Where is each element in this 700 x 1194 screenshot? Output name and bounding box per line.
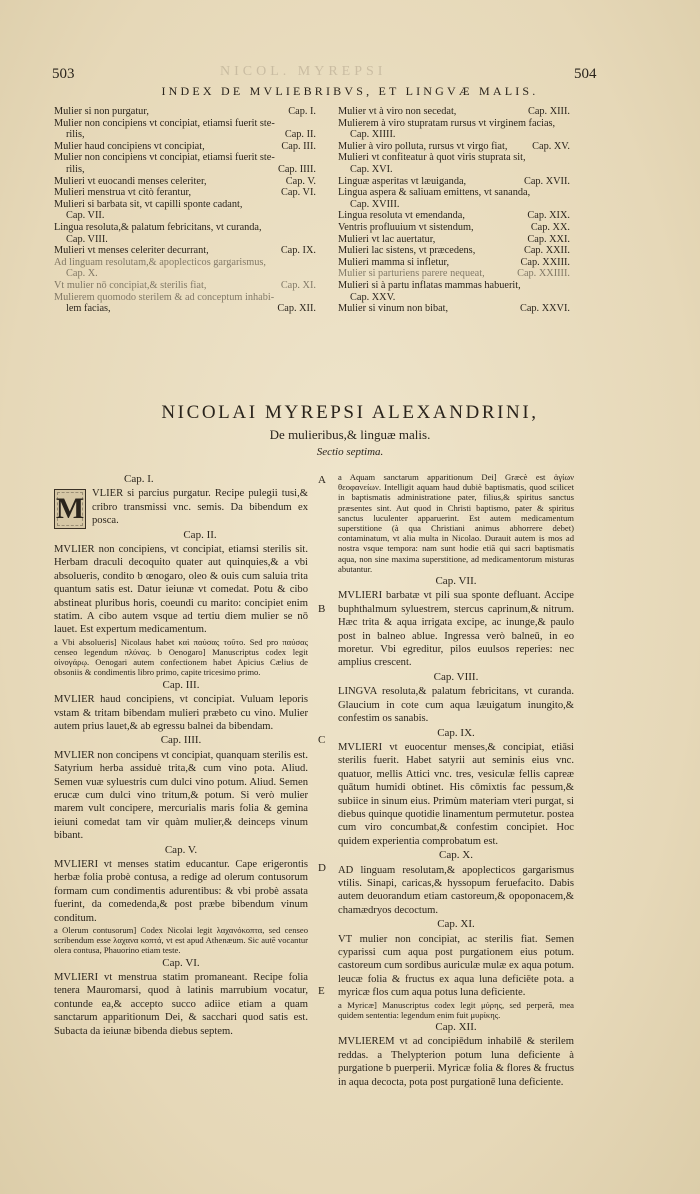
paragraph: MVLIER haud concipiens, vt concipiat. Vuluam leporis vstam & tritam bibendam mulieri præbeto cu vino. Mulier autem prius lauet,& ab egressu balnei da bibendam. (54, 694, 308, 732)
index-entry-chapter: Cap. XIX. (527, 210, 570, 222)
paragraph: VT mulier non concipiat, ac sterilis fiat. Semen cyparissi cum aqua post purgationem eius potum. castoreum cum sordibus auriculæ mulæ ex aqua potum. leucæ folia & fructus ex aqua luna deficiēte pota. a myricæ flos cum aqua potus luna deficiente. (338, 933, 574, 999)
paragraph-text: VLIER si parcius purgatur. Recipe pulegii tusi,& cribro transmissi vnc. semis. Da bibendum ex posca. (92, 488, 308, 527)
chapter-heading: Cap. V. (164, 843, 198, 856)
footnote: a Aquam sanctarum apparitionum Dei] Græcè est ἁγίων θεοφανείων. Intelligit aquam haud dubiè baptismatis, quod scilicet in baptismatis administratione pater, filius,& spiritus sanctus præsentes sint. Aut quod in Christi baptismo, pater & spiritus sanctus luculenter apparuerint. Est autem medicamentum superstitione (à qua Christiani animus abhorrere debet) contaminatum, vt alia multa in Nicolao. Durauit autem is mos ad nostra vsque tempora: nam sunt hodie etiā qui sacri baptismatis aqua, non sine maxima superstitione, ad medicamentorum misturas abutantur. (338, 472, 574, 574)
page-number-right: 504 (574, 66, 597, 82)
index-entry-text: Ventris profluuium vt sistendum, (338, 221, 474, 233)
margin-letter-a: A (318, 474, 326, 486)
index-entry-text: Mulieri vt lac auertatur, (338, 233, 436, 245)
index-entry-chapter: Cap. II. (284, 129, 316, 141)
index-entry-text: Lingua aspera & saliuam emittens, vt sananda, (338, 187, 531, 199)
index-entry (54, 141, 316, 153)
index-entry-chapter (566, 118, 570, 130)
index-entry (54, 187, 316, 199)
margin-letter-b: B (318, 603, 326, 615)
index-entry (338, 106, 570, 118)
index-entry (338, 164, 570, 176)
index-entry-chapter (566, 199, 570, 211)
index-entry (338, 118, 570, 130)
paragraph: MVLIERI vt menstrua statim promaneant. Recipe folia tenera Mauromarsi, quod à latinis marrubium vocatur, contunde ea,& accepto succo adiice etiam a quam sanctarum apparitionum Dei, & sacchari quod satis est. Subacta da ieiunæ bibenda diebus septem. (54, 972, 308, 1037)
index-entry-chapter: Cap. XVII. (523, 175, 570, 187)
index-entry (54, 268, 316, 280)
index-entry (54, 245, 316, 257)
index-entry-text: Mulieri si barbata sit, vt capilli sponte cadant, (54, 198, 243, 210)
chapter-heading: Cap. VIII. (433, 670, 479, 683)
index-entry (54, 234, 316, 246)
index-entry (338, 268, 570, 280)
index-entry (54, 292, 316, 304)
running-head: INDEX DE MVLIEBRIBVS, ET LINGVÆ MALIS. (161, 84, 539, 98)
chapter-heading: Cap. VII. (435, 575, 477, 588)
index-entry (338, 176, 570, 188)
index-entry-chapter: Cap. IIII. (277, 163, 316, 175)
paragraph: MVLIER non concipiens, vt concipiat, etiamsi sterilis sit. Herbam draculi decoquito quater aut quinquies,& a vbi absolueris, condito b œnogaro, oleo & ouis cum saluia trita quantum satis est. Datur ieiunæ vt comedat. Potu & cibo abstineat pluribus horis, coeundi cu marito: concipiet enim statim. A cibo autem vsque ad tertiu diem mulier se nō lauet. Est expertum medicamentum. (54, 544, 308, 636)
index-entry (54, 303, 316, 315)
index-entry-chapter: Cap. I. (288, 106, 316, 117)
main-title: NICOLAI MYREPSI ALEXANDRINI, (161, 402, 539, 423)
chapter-heading: Cap. II. (183, 528, 217, 541)
index-entry-text: Mulieri mamma si infletur, (338, 256, 450, 268)
chapter-heading: Cap. VI. (162, 956, 200, 969)
index-entry (338, 187, 570, 199)
footnote: a Vbi absolueris] Nicolaus habet καὶ παύσας τοῦτο. Sed pro παύσας censeo legendum πλύνας. b Oenogaro] Manuscriptus codex legit οἰνογάρῳ. Oenogari autem confectionem habet Apicius Cælius de obsoniis & condimentis libro primo, capite tricesimo primo. (54, 636, 308, 678)
main-subtitle: De mulieribus,& linguæ malis. (269, 427, 431, 442)
margin-letter-d: D (318, 862, 326, 874)
index-entry-text: Lingua resoluta,& palatum febricitans, vt curanda, (54, 221, 262, 233)
index-entry-chapter: Cap. V. (285, 175, 316, 187)
index-entry-text: lem facias, (66, 303, 111, 315)
index-entry-text: Mulier non concipiens vt concipiat, etiamsi fuerit ste- (54, 152, 275, 164)
index-entry (54, 152, 316, 164)
index-entry-chapter (312, 234, 316, 246)
index-entry (54, 210, 316, 222)
index-entry-text: Ad linguam resolutam,& apoplecticos gargarismus, (54, 256, 266, 268)
index-entry-text: Cap. VII. (66, 210, 105, 222)
chapter-heading: Cap. I. (124, 473, 154, 485)
index-entry-text: Mulierem quomodo sterilem & ad conceptum inhabi- (54, 291, 275, 303)
index-entry-chapter (312, 257, 316, 269)
index-entry-text: Cap. XVI. (350, 163, 393, 175)
index-entry-text: Cap. XVIII. (350, 198, 400, 210)
section-label: Sectio septima. (316, 446, 384, 458)
index-entry (338, 257, 570, 269)
index-entry-chapter: Cap. VI. (281, 187, 316, 199)
index-entry-text: Mulierem à viro stupratam rursus vt virginem facias, (338, 117, 556, 129)
index-entry-text: Mulier si vinum non bibat, (338, 303, 449, 315)
index-entry-text: Cap. XIIII. (350, 129, 396, 141)
index-entry (54, 280, 316, 292)
margin-letter-c: C (318, 734, 326, 746)
text-column-right (338, 472, 574, 1089)
index-entry (338, 245, 570, 257)
index-entry-text: Mulier non concipiens vt concipiat, etiamsi fuerit ste- (54, 117, 275, 129)
index-entry (54, 176, 316, 188)
margin-letter-e: E (318, 985, 325, 997)
footnote: a Olerum contusorum] Codex Nicolai legit λαχανόκοπτα, sed censeo scribendum esse λαχανα κοπτά, vt est apud Athenæum. Sic autē vocantur olera contusa, Phauorino etiam teste. (54, 925, 308, 956)
index-entry-text: Mulier vt à viro non secedat, (338, 106, 457, 117)
index-entry-chapter (566, 164, 570, 176)
index-column-right (338, 106, 570, 315)
paragraph: MVLIER non concipens vt concipiat, quanquam sterilis est. Satyrium herba assiduè trita,& cum vino pota. Aliud. Semen vuæ syluestris cum dulci vino potum. Aliud. Semen erucæ cum dulci vino tritum,& potum. Si verò mulier marem vult concipere, mercurialis maris folia & gemina ieiuni comedat tam vir quàm mulier,& deinceps vinum bibant. (54, 749, 308, 842)
index-entry-text: Mulier si parturiens parere nequeat, (338, 268, 485, 280)
index-entry-text: Mulieri lac sistens, vt præcedens, (338, 245, 476, 257)
index-entry (338, 129, 570, 141)
paragraph: MVLIEREM vt ad concipiēdum inhabilē & sterilem reddas. a Thelypterion potum luna deficiente à purgatione b puerperii. Myricæ folia & flores & fructus in aqua decocta, pota post purgationē luna deficiente. (338, 1036, 574, 1088)
index-entry (338, 234, 570, 246)
index-entry-text: Mulieri vt confiteatur à quot viris stuprata sit, (338, 152, 526, 164)
index-entry-chapter: Cap. XII. (277, 303, 316, 315)
drop-cap-letter: M (55, 492, 85, 526)
index-entry-text: Mulieri si à partu inflatas mammas habuerit, (338, 279, 521, 291)
index-entry-text: Cap. XXV. (350, 291, 396, 303)
index-entry-chapter (312, 210, 316, 222)
index-entry-text: rilis, (66, 129, 85, 141)
index-entry-chapter (312, 118, 316, 130)
index-entry-chapter (312, 292, 316, 304)
chapter-heading: Cap. III. (162, 678, 200, 691)
chapter-heading: Cap. IIII. (160, 734, 202, 747)
index-entry-chapter (566, 292, 570, 304)
page-number-left: 503 (52, 66, 75, 82)
index-entry-text: Vt mulier nō concipiat,& sterilis fiat, (54, 279, 207, 291)
index-entry (54, 129, 316, 141)
index-entry-chapter: Cap. XXIII. (520, 256, 570, 268)
index-entry-chapter: Cap. IX. (280, 245, 316, 257)
index-entry (338, 292, 570, 304)
index-entry-text: Mulier si non purgatur, (54, 106, 149, 117)
chapter-heading: Cap. XII. (435, 1021, 477, 1034)
index-entry (54, 164, 316, 176)
index-entry-chapter: Cap. XXVI. (519, 303, 570, 315)
index-entry-text: rilis, (66, 163, 85, 175)
index-entry-chapter (312, 199, 316, 211)
index-entry-text: Lingua resoluta vt emendanda, (338, 210, 465, 222)
index-entry-text: Mulieri vt euocandi menses celeriter, (54, 175, 207, 187)
paragraph: MVLIERI barbatæ vt pili sua sponte defluant. Accipe buphthalmum syluestrem, stercus caprinum,& nitrum. Hæc trita & aqua irrigata excipe, ac inunge,& paulo post in balneo ablue. Ingressa verò balneū, in eo moretur. Vbi egreditur, pilos euulsos reperies: nec amplius crescent. (338, 590, 574, 669)
index-entry-chapter (312, 152, 316, 164)
index-entry (338, 280, 570, 292)
index-entry (54, 118, 316, 130)
index-entry-chapter (566, 280, 570, 292)
index-entry (54, 257, 316, 269)
index-entry-text: Cap. VIII. (66, 233, 108, 245)
index-entry-chapter: Cap. XXII. (523, 245, 570, 257)
footnote: a Myricæ] Manuscriptus codex legit μύρης, sed perperā, mea quidem sententia: legendum enim fuit μυρίκης. (338, 999, 574, 1020)
paragraph: LINGVA resoluta,& palatum febricitans, vt curanda. Glaucium in cote cum aqua læuigatum inungito,& confestim os sanabis. (338, 686, 574, 725)
index-entry-chapter (566, 152, 570, 164)
index-entry (54, 222, 316, 234)
index-entry (338, 303, 570, 315)
index-entry-chapter: Cap. XX. (530, 221, 570, 233)
index-column-left (54, 106, 316, 315)
index-entry (338, 141, 570, 153)
index-entry-text: Mulier à viro polluta, rursus vt virgo fiat, (338, 140, 508, 152)
index-entry-chapter (566, 187, 570, 199)
index-entry-chapter (566, 129, 570, 141)
index-entry (54, 199, 316, 211)
index-entry-chapter (312, 222, 316, 234)
paragraph (54, 487, 308, 527)
index-entry-chapter (312, 268, 316, 280)
index-entry-text: Cap. X. (66, 268, 98, 280)
index-entry (54, 106, 316, 118)
index-entry (338, 199, 570, 211)
index-entry-text: Linguæ asperitas vt læuiganda, (338, 175, 467, 187)
drop-cap (54, 489, 86, 529)
chapter-heading: Cap. XI. (437, 918, 475, 931)
index-entry-chapter: Cap. XI. (280, 279, 316, 291)
index-entry-chapter: Cap. XIII. (527, 106, 570, 117)
paragraph: MVLIERI vt euocentur menses,& concipiat, etiāsi sterilis fuerit. Habet satyrii aut seminis eius vnc. quatuor, mellis Attici vnc. tres, vesiculæ fellis capreæ quātum humidi obtinet. His cōmixtis fac pessum,& subiice in sinum eius. Primùm materiam vteri purgat, si diebus quinque quotidie linamentum permutetur. postea cum viro concumbat,& confestim concipiet. Hoc quidem experientia comprobatum est. (338, 741, 574, 847)
text-column-left (54, 472, 308, 1038)
index-entry (338, 152, 570, 164)
index-entry-chapter: Cap. III. (281, 140, 316, 152)
index-entry-text: Mulieri menstrua vt citò ferantur, (54, 187, 192, 199)
chapter-heading: Cap. IX. (437, 726, 475, 739)
index-entry-chapter: Cap. XXI. (527, 233, 570, 245)
paragraph: MVLIERI vt menses statim educantur. Cape erigerontis herbæ folia probè contusa, a redige ad olerum contusorum formam cum condimentis adurentibus: & vbi probè assata fuerint, da comedenda,& post præbe bibendum vinum conditum. (54, 858, 308, 924)
index-entry-chapter: Cap. XXIIII. (517, 268, 570, 280)
index-entry-text: Mulieri vt menses celeriter decurrant, (54, 245, 209, 257)
paragraph: AD linguam resolutam,& apoplecticos gargarismus vtilis. Sinapi, caricas,& hyssopum feruefacito. Dabis autem deuorandum etiam castoreum,& opoponacem,& chamædryos decoctum. (338, 864, 574, 916)
index-entry (338, 210, 570, 222)
index-entry (338, 222, 570, 234)
index-entry-chapter: Cap. XV. (532, 140, 570, 152)
bleed-through-heading: NICOL. MYREPSI (220, 64, 387, 79)
chapter-heading: Cap. X. (439, 849, 473, 862)
index-entry-text: Mulier haud concipiens vt concipiat, (54, 140, 205, 152)
